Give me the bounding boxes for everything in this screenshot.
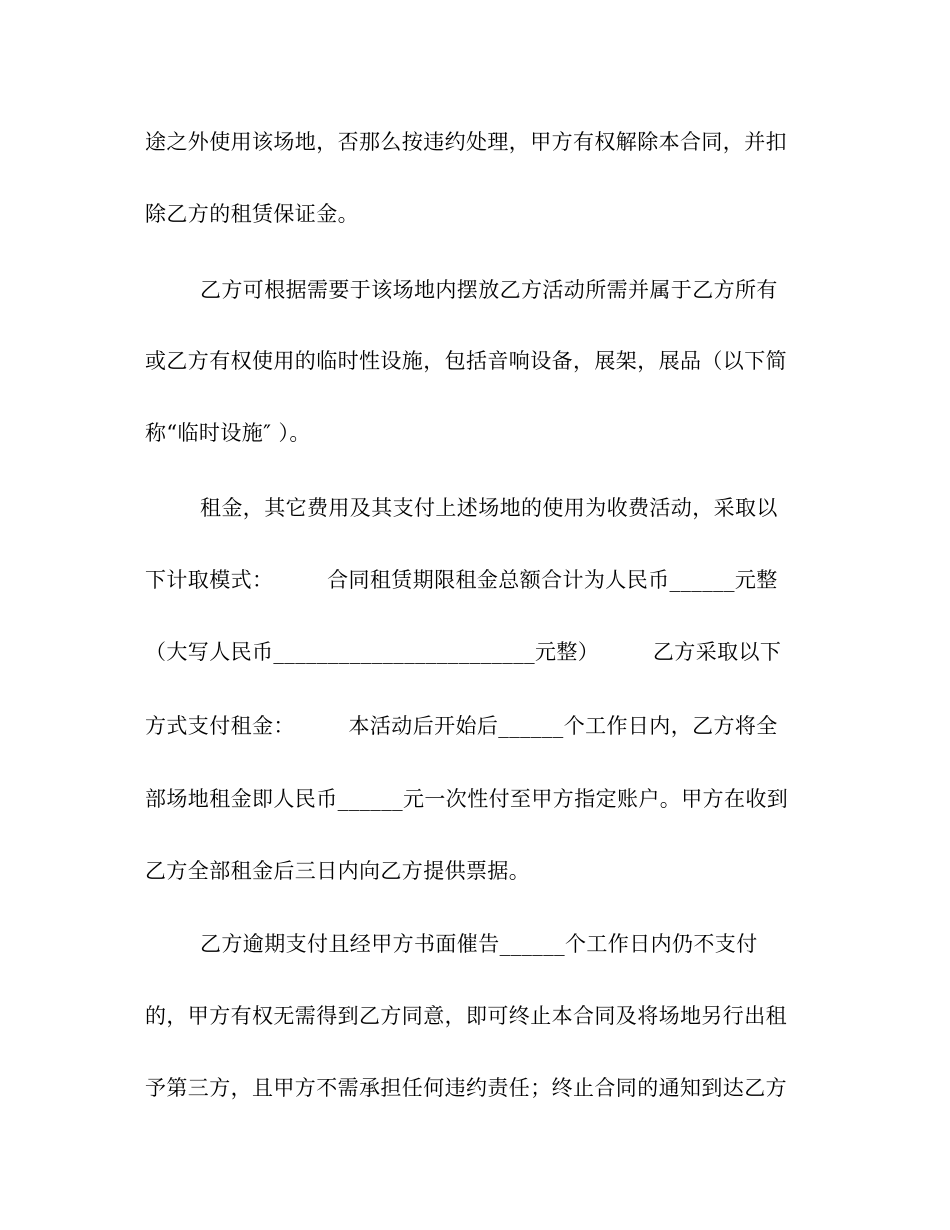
text-line-5: 称“临时设施″ ）。 (145, 421, 311, 445)
text-line-8: （大写人民币________________________元整） 乙方采取以下 (145, 640, 782, 664)
text-line-1: 途之外使用该场地，否那么按违约处理，甲方有权解除本合同，并扣 (145, 130, 787, 154)
text-line-13: 的，甲方有权无需得到乙方同意，即可终止本合同及将场地另行出租 (145, 1004, 787, 1028)
text-line-10: 部场地租金即人民币______元一次性付至甲方指定账户。甲方在收到 (145, 787, 789, 811)
text-line-12: 乙方逾期支付且经甲方书面催告______个工作日内仍不支付 (200, 932, 758, 956)
text-line-11: 乙方全部租金后三日内向乙方提供票据。 (145, 859, 531, 883)
text-line-3: 乙方可根据需要于该场地内摆放乙方活动所需并属于乙方所有 (200, 278, 778, 302)
text-line-7: 下计取模式： 合同租赁期限租金总额合计为人民币______元整 (145, 568, 778, 592)
text-line-14: 予第三方，且甲方不需承担任何违约责任；终止合同的通知到达乙方 (145, 1076, 787, 1100)
text-line-2: 除乙方的租赁保证金。 (145, 202, 359, 226)
text-line-4: 或乙方有权使用的临时性设施，包括音响设备，展架，展品（以下简 (145, 349, 787, 373)
text-line-6: 租金，其它费用及其支付上述场地的使用为收费活动，采取以 (200, 496, 778, 520)
text-line-9: 方式支付租金： 本活动后开始后______个工作日内，乙方将全 (145, 714, 778, 738)
